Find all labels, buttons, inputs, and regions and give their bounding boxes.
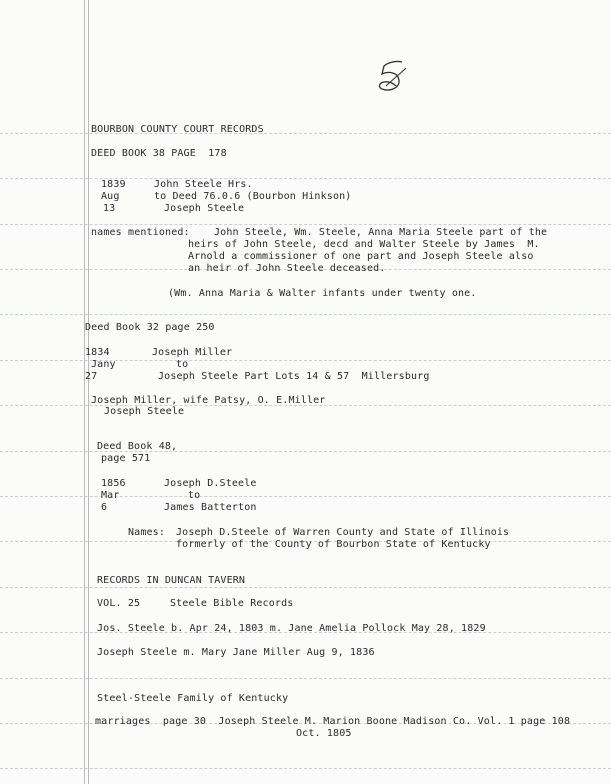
entry1-names-line: heirs of John Steele, decd and Walter Steele by James M. bbox=[188, 239, 540, 250]
entry3-page: page 571 bbox=[101, 453, 151, 464]
entry2-year: 1834 bbox=[85, 347, 110, 358]
family-title: Steel-Steele Family of Kentucky bbox=[97, 693, 289, 704]
entry1-names-label: names mentioned: bbox=[91, 227, 190, 238]
entry1-year: 1839 bbox=[101, 179, 126, 190]
entry3-names-label: Names: bbox=[128, 527, 166, 538]
tavern-record-line: Joseph Steele m. Mary Jane Miller Aug 9, 1836 bbox=[97, 647, 375, 658]
entry1-day: 13 bbox=[103, 203, 116, 214]
entry2-to: to bbox=[176, 359, 189, 370]
deed-reference: DEED BOOK 38 PAGE 178 bbox=[91, 148, 227, 159]
entry1-names-line: Arnold a commissioner of one part and Joseph Steele also bbox=[188, 251, 534, 262]
ruled-line bbox=[0, 678, 611, 679]
entry3-grantee: James Batterton bbox=[164, 502, 257, 513]
ruled-line bbox=[0, 496, 611, 497]
entry1-names-line: an heir of John Steele deceased. bbox=[188, 263, 386, 274]
tavern-bible: Steele Bible Records bbox=[170, 598, 294, 609]
family-record-line: marriages page 30 Joseph Steele M. Marion Boone Madison Co. Vol. 1 page 108 bbox=[95, 716, 571, 727]
entry3-year: 1856 bbox=[101, 478, 126, 489]
entry1-names-line: John Steele, Wm. Steele, Anna Maria Steele part of the bbox=[214, 227, 548, 238]
entry1-grantor: John Steele Hrs. bbox=[154, 179, 253, 190]
entry3-names-line: Joseph D.Steele of Warren County and State of Illinois bbox=[176, 527, 510, 538]
entry1-note: (Wm. Anna Maria & Walter infants under twenty one. bbox=[168, 288, 477, 299]
entry3-reference: Deed Book 48, bbox=[97, 441, 178, 452]
entry1-month: Aug bbox=[101, 191, 120, 202]
ruled-line bbox=[0, 451, 611, 452]
ruled-line bbox=[0, 768, 611, 769]
document-title: BOURBON COUNTY COURT RECORDS bbox=[91, 124, 264, 135]
tavern-record-line: Jos. Steele b. Apr 24, 1803 m. Jane Amelia Pollock May 28, 1829 bbox=[97, 623, 486, 634]
entry2-names-line: Joseph Steele bbox=[104, 406, 185, 417]
family-record-date: Oct. 1805 bbox=[296, 728, 352, 739]
tavern-title: RECORDS IN DUNCAN TAVERN bbox=[97, 575, 246, 586]
entry3-month: Mar bbox=[101, 490, 120, 501]
entry2-grantee: Joseph Steele Part Lots 14 & 57 Millersburg bbox=[158, 371, 430, 382]
entry2-day: 27 bbox=[85, 371, 98, 382]
entry1-grantee: Joseph Steele bbox=[164, 203, 245, 214]
handwritten-page-number-icon bbox=[372, 56, 414, 98]
entry3-names-line: formerly of the County of Bourbon State of Kentucky bbox=[176, 539, 491, 550]
entry2-names-line: Joseph Miller, wife Patsy, O. E.Miller bbox=[91, 395, 326, 406]
tavern-volume: VOL. 25 bbox=[97, 598, 141, 609]
margin-rule bbox=[88, 0, 89, 784]
ruled-line bbox=[0, 587, 611, 588]
page-number-mark bbox=[372, 56, 414, 98]
ruled-line bbox=[0, 224, 611, 225]
entry3-to: to bbox=[188, 490, 201, 501]
entry2-month: Jany bbox=[91, 359, 116, 370]
entry2-grantor: Joseph Miller bbox=[152, 347, 233, 358]
margin-rule bbox=[84, 0, 85, 784]
entry2-reference: Deed Book 32 page 250 bbox=[85, 322, 215, 333]
entry1-deed-to: to Deed 76.0.6 (Bourbon Hinkson) bbox=[154, 191, 352, 202]
entry3-grantor: Joseph D.Steele bbox=[164, 478, 257, 489]
ruled-line bbox=[0, 178, 611, 179]
entry3-day: 6 bbox=[101, 502, 108, 513]
ruled-line bbox=[0, 314, 611, 315]
